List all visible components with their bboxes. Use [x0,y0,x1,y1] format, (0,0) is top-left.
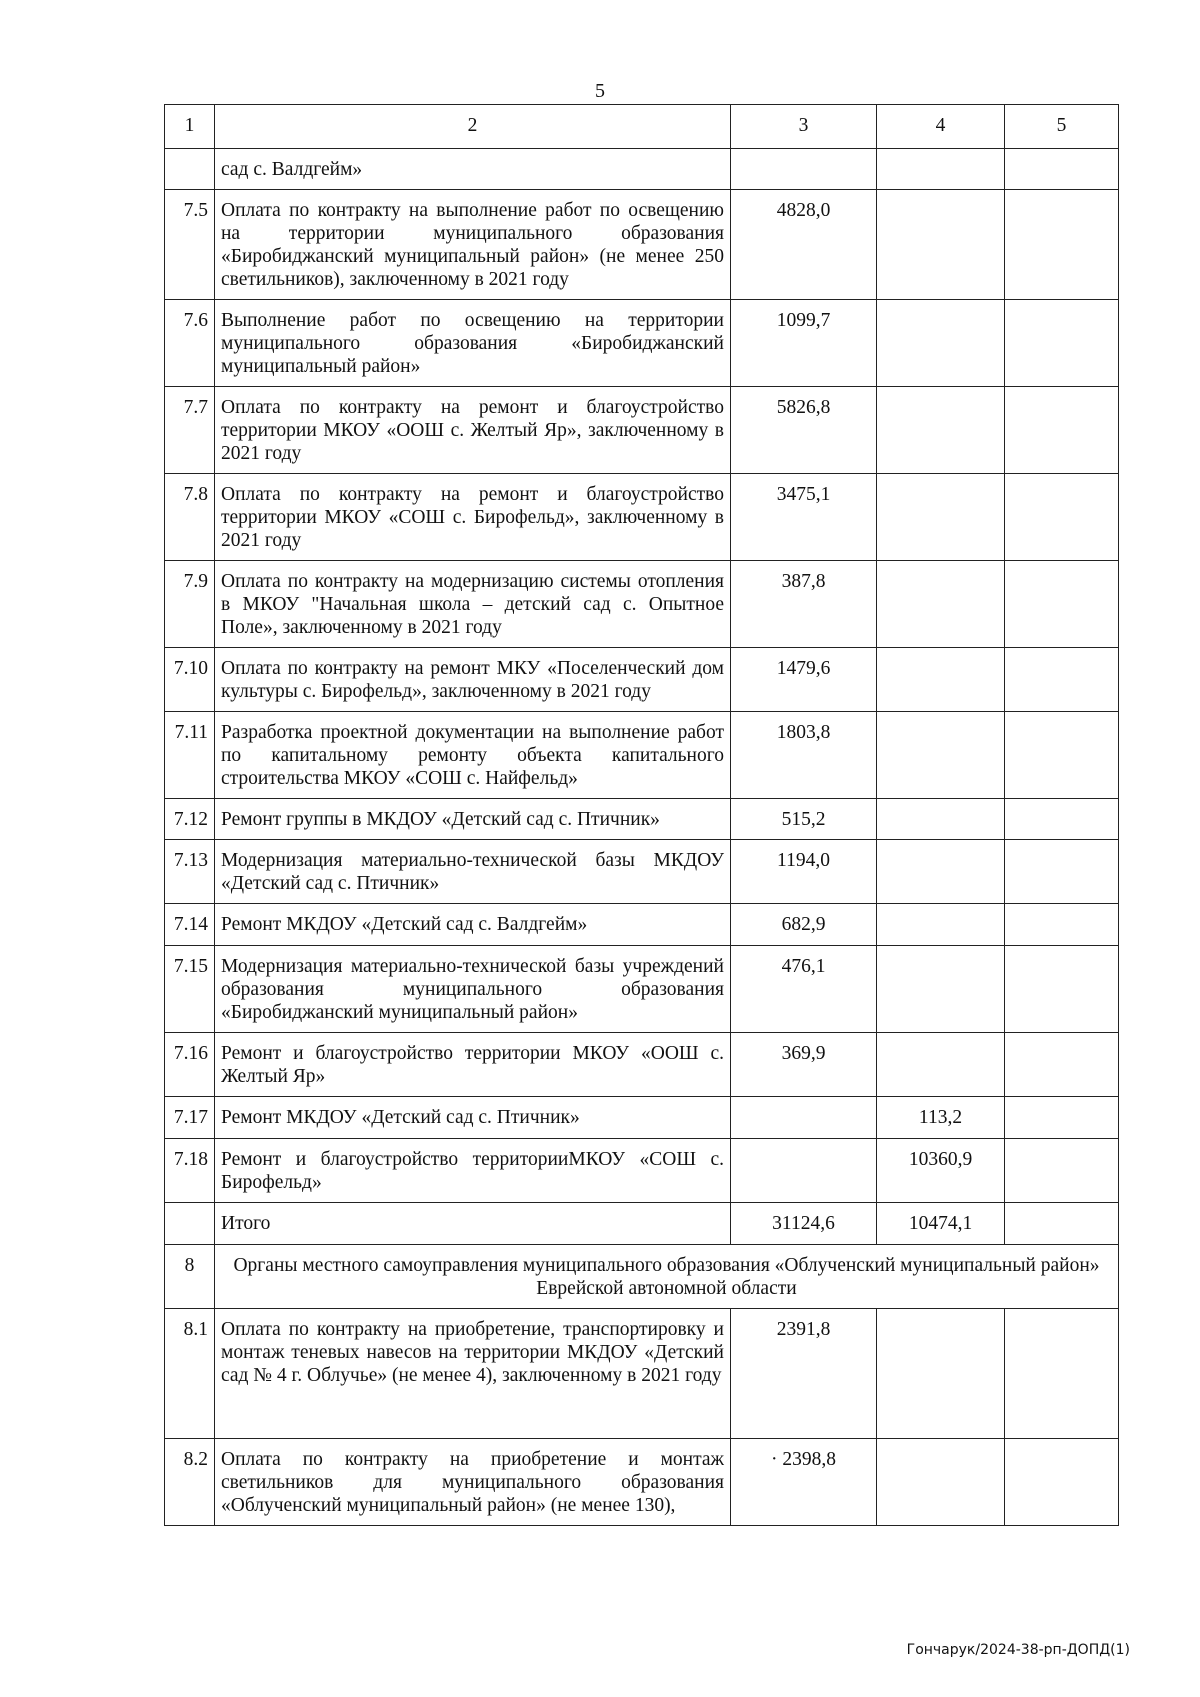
row-value-col3: 515,2 [731,799,877,840]
row-description: Разработка проектной документации на выполнение работ по капитальному ремонту объекта капитального строительства МКОУ «СОШ с. Найфельд» [215,712,731,799]
table-row [165,648,1119,712]
row-value-col3: 369,9 [731,1033,877,1097]
row-value-col5 [1005,561,1119,648]
header-cell-5: 5 [1005,105,1119,149]
row-description: Оплата по контракту на ремонт МКУ «Поселенческий дом культуры с. Бирофельд», заключенному в 2021 году [215,648,731,712]
table-row [165,1309,1119,1439]
row-number: 7.9 [165,561,215,648]
row-value-col4 [877,712,1005,799]
row-value-col3: 2391,8 [731,1309,877,1439]
row-value-col3: 4828,0 [731,190,877,300]
row-number [165,149,215,190]
table-row [165,712,1119,799]
table-row [165,904,1119,946]
header-cell-3: 3 [731,105,877,149]
row-description: Ремонт и благоустройство территорииМКОУ «СОШ с. Бирофельд» [215,1139,731,1203]
table-row [165,149,1119,190]
header-cell-1: 1 [165,105,215,149]
row-value-col4 [877,946,1005,1033]
row-value-col3: 476,1 [731,946,877,1033]
row-number: 8.1 [165,1309,215,1439]
row-value-col4 [877,300,1005,387]
row-value-col4 [877,387,1005,474]
header-cell-2: 2 [215,105,731,149]
row-value-col5 [1005,1309,1119,1439]
row-value-col5 [1005,904,1119,946]
row-value-col4 [877,1439,1005,1526]
row-number: 7.16 [165,1033,215,1097]
table-row [165,1203,1119,1245]
row-value-col3 [731,1097,877,1139]
row-value-col5 [1005,946,1119,1033]
row-value-col4: 10360,9 [877,1139,1005,1203]
table-row [165,300,1119,387]
row-value-col4 [877,1033,1005,1097]
row-description: Модернизация материально-технической базы МКДОУ «Детский сад с. Птичник» [215,840,731,904]
row-number: 7.10 [165,648,215,712]
row-value-col3: 387,8 [731,561,877,648]
row-value-col3: 31124,6 [731,1203,877,1245]
table-row [165,1033,1119,1097]
row-number: 8.2 [165,1439,215,1526]
table-row [165,1439,1119,1526]
row-value-col4 [877,149,1005,190]
row-value-col5 [1005,840,1119,904]
table-row [165,474,1119,561]
row-value-col5 [1005,190,1119,300]
row-description: Итого [215,1203,731,1245]
row-value-col4 [877,561,1005,648]
table-row [165,946,1119,1033]
row-description: Ремонт МКДОУ «Детский сад с. Птичник» [215,1097,731,1139]
row-value-col5 [1005,474,1119,561]
budget-table [164,104,1119,1526]
row-number: 7.12 [165,799,215,840]
row-value-col4: 113,2 [877,1097,1005,1139]
row-description: Оплата по контракту на ремонт и благоустройство территории МКОУ «ООШ с. Желтый Яр», заключенному в 2021 году [215,387,731,474]
row-description: Ремонт МКДОУ «Детский сад с. Валдгейм» [215,904,731,946]
row-number: 7.15 [165,946,215,1033]
row-description: Оплата по контракту на модернизацию системы отопления в МКОУ "Начальная школа – детский сад с. Опытное Поле», заключенному в 2021 году [215,561,731,648]
table-row [165,1097,1119,1139]
table-header-row [165,105,1119,149]
table-row [165,840,1119,904]
row-value-col4 [877,904,1005,946]
row-description: Ремонт группы в МКДОУ «Детский сад с. Птичник» [215,799,731,840]
row-value-col3: 1099,7 [731,300,877,387]
row-value-col4 [877,840,1005,904]
page-number: 5 [595,80,605,102]
table-row [165,190,1119,300]
row-value-col5 [1005,149,1119,190]
row-value-col4 [877,1309,1005,1439]
row-description: Оплата по контракту на приобретение, транспортировку и монтаж теневых навесов на территории МКДОУ «Детский сад № 4 г. Облучье» (не менее 4), заключенному в 2021 году [215,1309,731,1439]
table-row [165,1139,1119,1203]
row-description: Выполнение работ по освещению на территории муниципального образования «Биробиджанский муниципальный район» [215,300,731,387]
row-number [165,1203,215,1245]
row-number: 7.6 [165,300,215,387]
row-number: 7.17 [165,1097,215,1139]
row-value-col3: 1194,0 [731,840,877,904]
row-description: Оплата по контракту на ремонт и благоустройство территории МКОУ «СОШ с. Бирофельд», заключенному в 2021 году [215,474,731,561]
row-value-col5 [1005,1439,1119,1526]
row-value-col5 [1005,799,1119,840]
section-title: Органы местного самоуправления муниципального образования «Облученский муниципальный район» Еврейской автономной области [215,1245,1119,1309]
row-value-col3: 1479,6 [731,648,877,712]
row-value-col4 [877,799,1005,840]
document-code: Гончарук/2024-38-рп-ДОПД(1) [906,1642,1130,1658]
row-value-col3 [731,1139,877,1203]
header-cell-4: 4 [877,105,1005,149]
row-value-col5 [1005,1033,1119,1097]
row-value-col5 [1005,1203,1119,1245]
row-description: Ремонт и благоустройство территории МКОУ «ООШ с. Желтый Яр» [215,1033,731,1097]
row-value-col5 [1005,1139,1119,1203]
row-value-col3: 682,9 [731,904,877,946]
table-row [165,799,1119,840]
row-value-col3: 5826,8 [731,387,877,474]
row-number: 7.8 [165,474,215,561]
row-number: 7.13 [165,840,215,904]
table-row [165,561,1119,648]
row-value-col3: · 2398,8 [731,1439,877,1526]
row-value-col3 [731,149,877,190]
row-number: 7.7 [165,387,215,474]
row-value-col3: 1803,8 [731,712,877,799]
row-value-col3: 3475,1 [731,474,877,561]
row-value-col5 [1005,712,1119,799]
row-number: 7.14 [165,904,215,946]
row-value-col4 [877,190,1005,300]
row-value-col4: 10474,1 [877,1203,1005,1245]
row-description: Оплата по контракту на выполнение работ по освещению на территории муниципального образования «Биробиджанский муниципальный район» (не менее 250 светильников), заключенному в 2021 году [215,190,731,300]
row-description: сад с. Валдгейм» [215,149,731,190]
row-number: 7.18 [165,1139,215,1203]
row-value-col5 [1005,1097,1119,1139]
row-value-col5 [1005,648,1119,712]
row-number: 7.11 [165,712,215,799]
row-value-col5 [1005,387,1119,474]
row-number: 7.5 [165,190,215,300]
row-description: Оплата по контракту на приобретение и монтаж светильников для муниципального образования «Облученский муниципальный район» (не менее 130), [215,1439,731,1526]
row-value-col5 [1005,300,1119,387]
row-description: Модернизация материально-технической базы учреждений образования муниципального образования «Биробиджанский муниципальный район» [215,946,731,1033]
row-value-col4 [877,648,1005,712]
row-value-col4 [877,474,1005,561]
table-row [165,387,1119,474]
section-row [165,1245,1119,1309]
section-number: 8 [165,1245,215,1309]
